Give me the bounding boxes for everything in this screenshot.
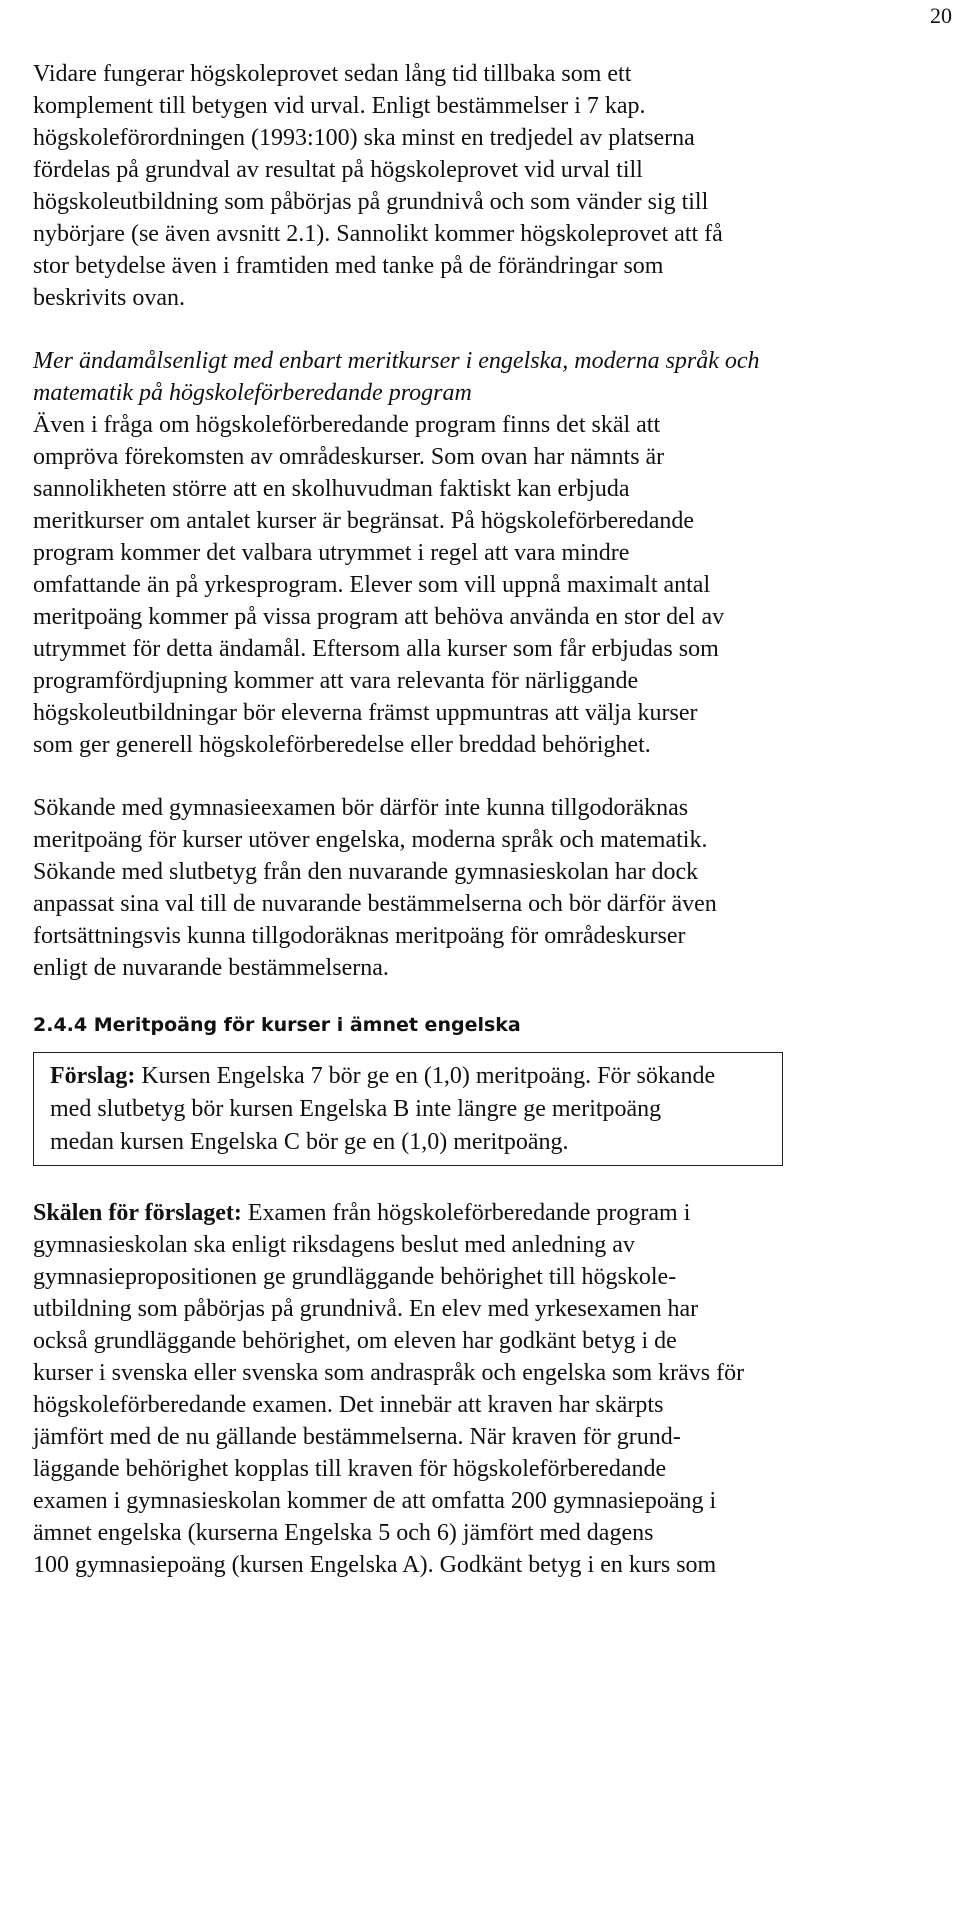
reasons-first-line [33,1197,933,1229]
text-line: programfördjupning kommer att vara relevanta för närliggande [33,668,639,694]
text-line: högskoleutbildningar bör eleverna främst uppmuntras att välja kurser [33,700,698,726]
paragraph-hogskoleforberedande-program [33,409,933,761]
paragraph-sokande-gymnasieexamen [33,792,933,984]
reasons-line: utbildning som påbörjas på grundnivå. En elev med yrkesexamen har [33,1296,699,1322]
paragraph-meritpoang-hogskoleprovet [33,58,933,314]
document-body [33,58,933,1581]
text-line: program kommer det valbara utrymmet i regel att vara mindre [33,540,630,566]
proposal-text [50,1060,766,1159]
reasons-line: gymnasiepropositionen ge grundläggande behörighet till högskole- [33,1264,677,1290]
proposal-line: medan kursen Engelska C bör ge en (1,0) meritpoäng. [50,1129,569,1155]
proposal-label: Förslag: [50,1063,136,1089]
reasons-line: jämfört med de nu gällande bestämmelserna. När kraven för grund- [33,1424,681,1450]
italic-subheading [33,345,933,409]
text-line: omfattande än på yrkesprogram. Elever som vill uppnå maximalt antal [33,572,711,598]
text-line: ompröva förekomsten av områdeskurser. Som ovan har nämnts är [33,444,665,470]
text-line: meritkurser om antalet kurser är begränsat. På högskoleförberedande [33,508,695,534]
text-line: meritpoäng för kurser utöver engelska, moderna språk och matematik. [33,827,708,853]
text-line: stor betydelse även i framtiden med tanke på de förändringar som [33,253,664,279]
reasons-label: Skälen för förslaget: [33,1200,242,1226]
reasons-line: läggande behörighet kopplas till kraven för högskoleförberedande [33,1456,667,1482]
proposal-first-line-text: Kursen Engelska 7 bör ge en (1,0) meritpoäng. För sökande [135,1063,716,1089]
text-line: utrymmet för detta ändamål. Eftersom alla kurser som får erbjudas som [33,636,719,662]
text-line: sannolikheten större att en skolhuvudman faktiskt kan erbjuda [33,476,630,502]
text-line: meritpoäng kommer på vissa program att behöva använda en stor del av [33,604,725,630]
subheading-line: Mer ändamålsenligt med enbart meritkurser i engelska, moderna språk och [33,348,760,374]
page-number: 20 [930,3,952,28]
reasons-line: examen i gymnasieskolan kommer de att omfatta 200 gymnasiepoäng i [33,1488,717,1514]
text-line: högskoleutbildning som påbörjas på grundnivå och som vänder sig till [33,189,709,215]
reasons-first-line-text: Examen från högskoleförberedande program i [241,1200,691,1226]
text-line: komplement till betygen vid urval. Enligt bestämmelser i 7 kap. [33,93,646,119]
text-line: Vidare fungerar högskoleprovet sedan lång tid tillbaka som ett [33,61,632,87]
text-line: beskrivits ovan. [33,285,185,311]
text-line: enligt de nuvarande bestämmelserna. [33,955,389,981]
text-line: fortsättningsvis kunna tillgodoräknas meritpoäng för områdeskurser [33,923,686,949]
subheading-line: matematik på högskoleförberedande program [33,380,472,406]
reasons-line: högskoleförberedande examen. Det innebär att kraven har skärpts [33,1392,664,1418]
text-line: högskoleförordningen (1993:100) ska minst en tredjedel av platserna [33,125,695,151]
reasons-line: kurser i svenska eller svenska som andraspråk och engelska som krävs för [33,1360,745,1386]
text-line: Även i fråga om högskoleförberedande program finns det skäl att [33,412,661,438]
reasons-line: ämnet engelska (kurserna Engelska 5 och 6) jämfört med dagens [33,1520,654,1546]
text-line: Sökande med slutbetyg från den nuvarande gymnasieskolan har dock [33,859,699,885]
text-line: fördelas på grundval av resultat på högskoleprovet vid urval till [33,157,643,183]
section-heading: 2.4.4 Meritpoäng för kurser i ämnet engelska [33,1014,521,1036]
proposal-line: med slutbetyg bör kursen Engelska B inte längre ge meritpoäng [50,1096,662,1122]
proposal-box [33,1052,783,1166]
text-line: Sökande med gymnasieexamen bör därför inte kunna tillgodoräknas [33,795,689,821]
reasons-line: också grundläggande behörighet, om eleven har godkänt betyg i de [33,1328,677,1354]
text-line: nybörjare (se även avsnitt 2.1). Sannolikt kommer högskoleprovet att få [33,221,723,247]
reasons-line: 100 gymnasiepoäng (kursen Engelska A). Godkänt betyg i en kurs som [33,1552,717,1578]
reasons-line: gymnasieskolan ska enligt riksdagens beslut med anledning av [33,1232,635,1258]
proposal-first-line [50,1060,766,1093]
text-line: anpassat sina val till de nuvarande bestämmelserna och bör därför även [33,891,717,917]
paragraph-skalen-for-forslaget [33,1197,933,1581]
text-line: som ger generell högskoleförberedelse eller breddad behörighet. [33,732,651,758]
